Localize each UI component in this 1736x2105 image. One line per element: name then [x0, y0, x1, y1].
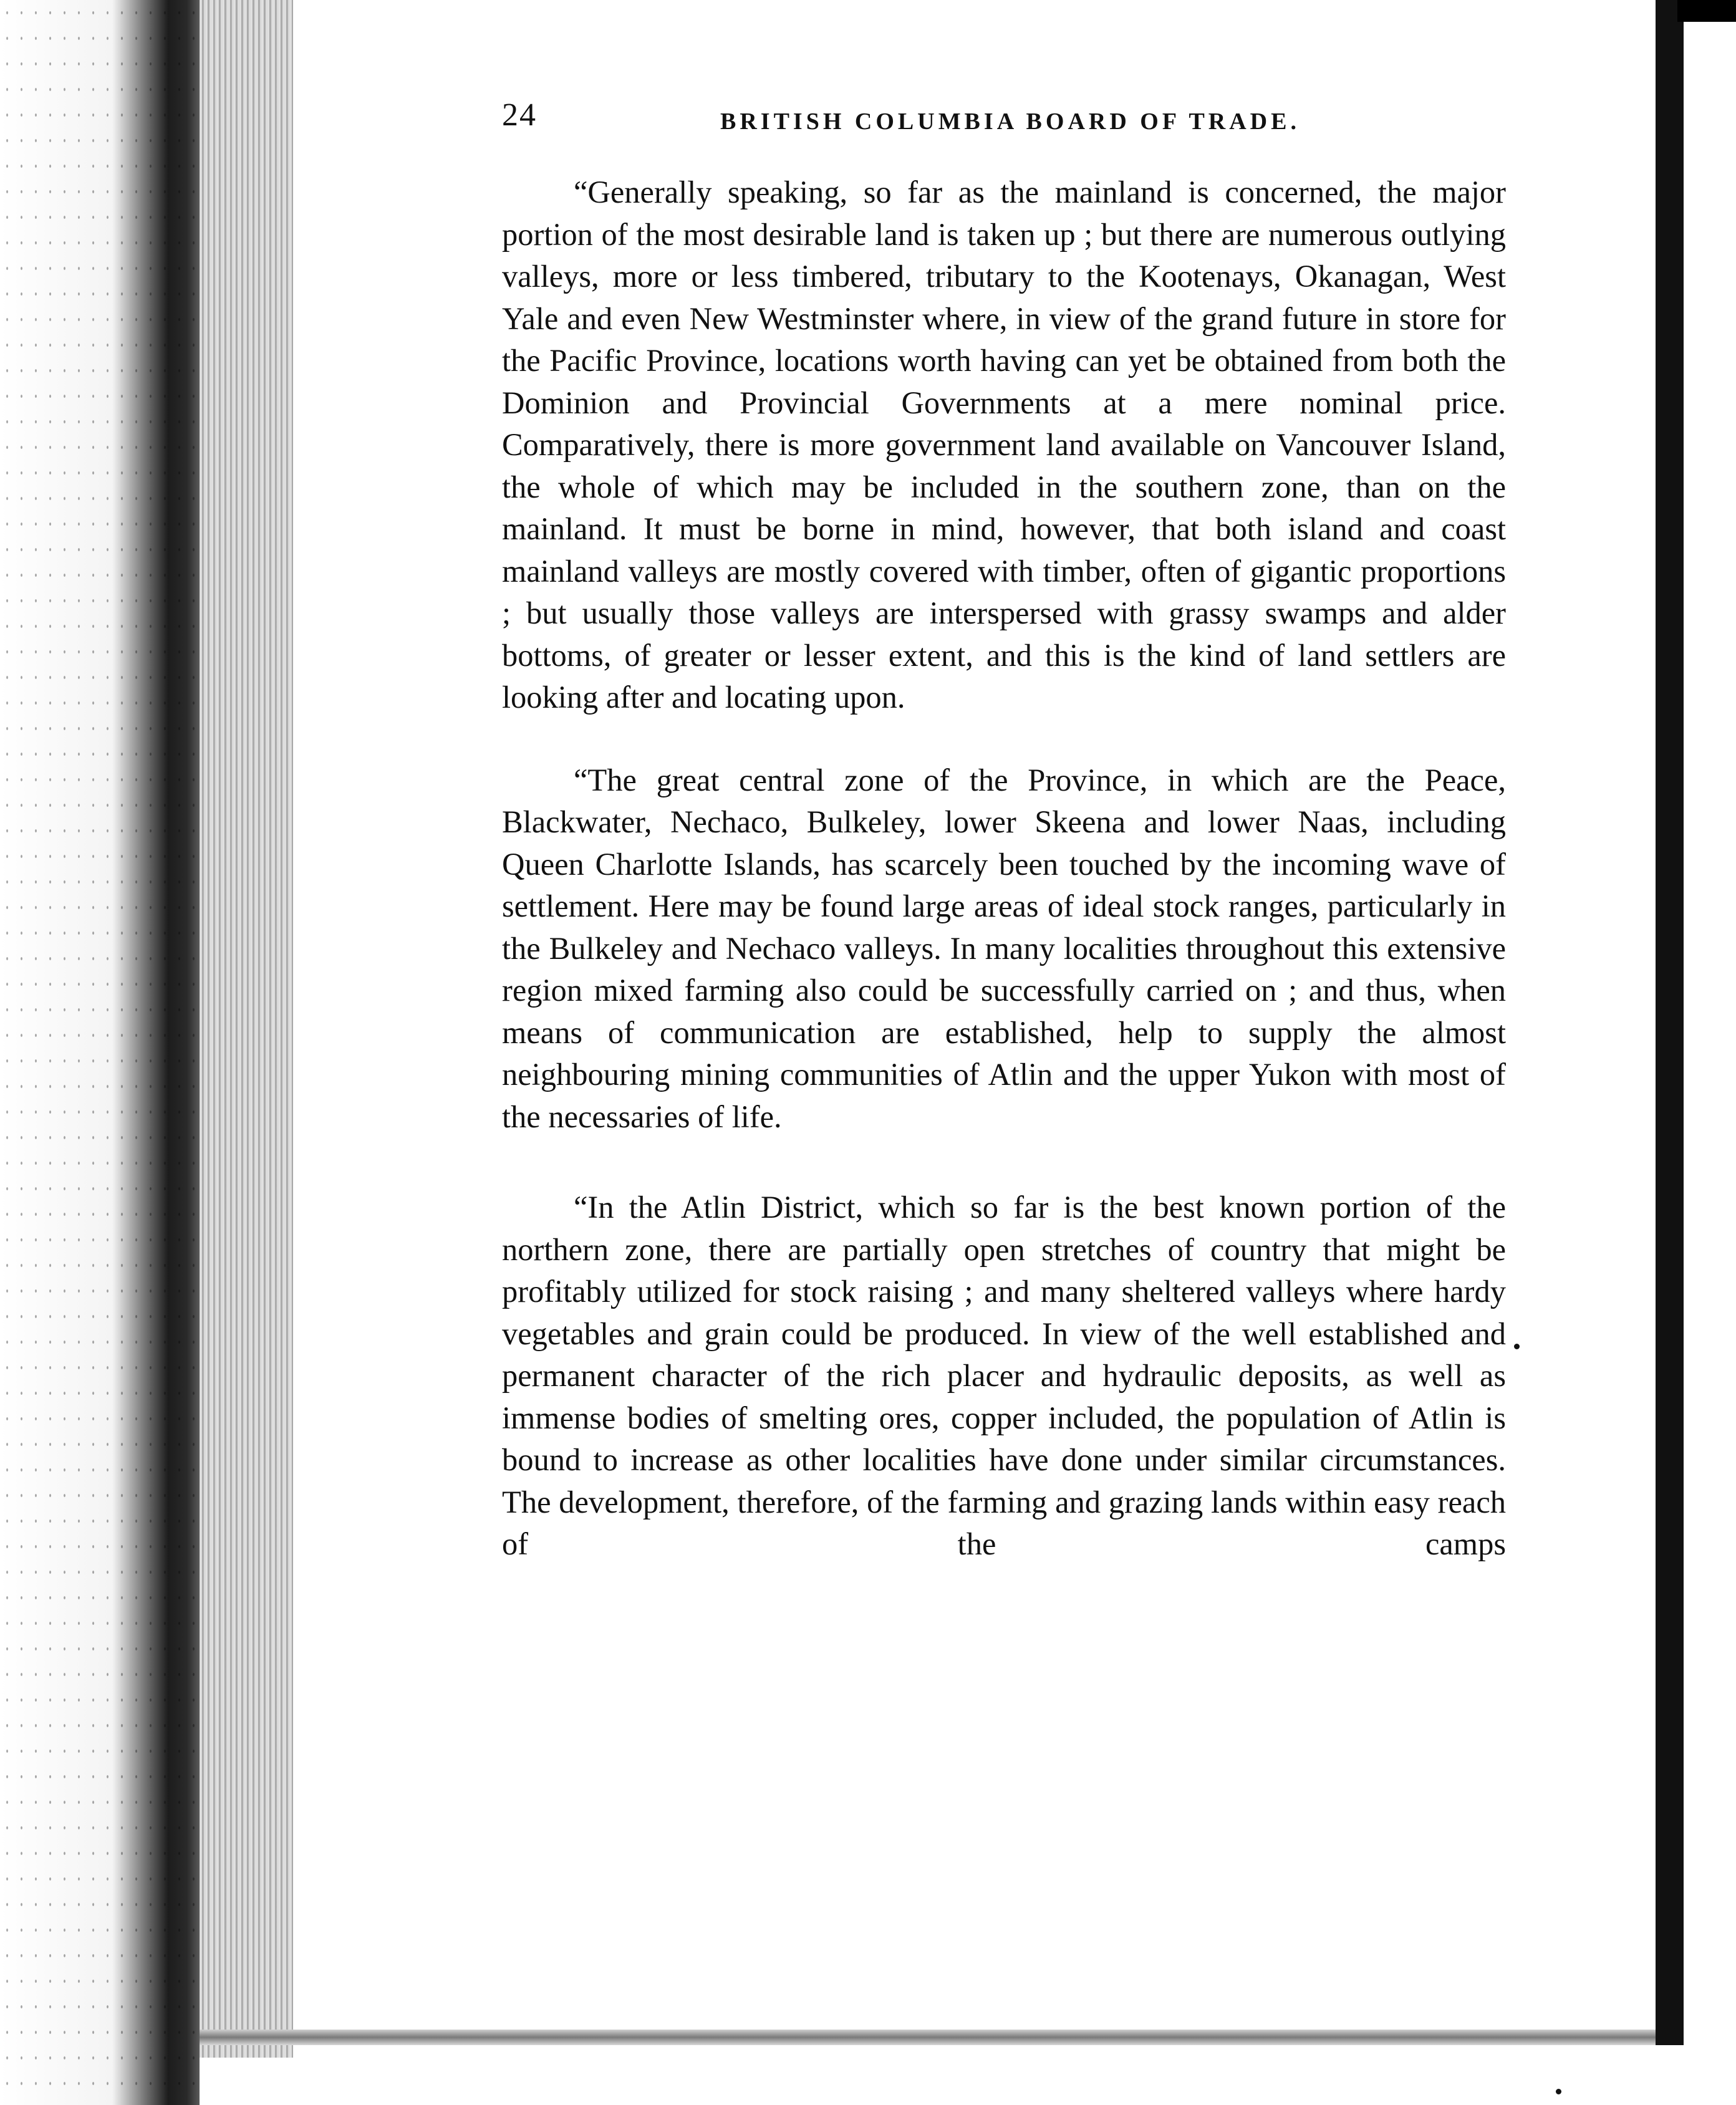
page-header — [502, 97, 1303, 147]
scan-speck — [1556, 2089, 1561, 2094]
body-text — [502, 171, 1506, 1566]
scan-speck — [1514, 1344, 1520, 1349]
page-number: 24 — [502, 97, 537, 133]
running-title: BRITISH COLUMBIA BOARD OF TRADE. — [720, 108, 1300, 135]
paragraph: “Generally speaking, so far as the mainland is concerned, the major portion of the most desirable land is taken up ; but there are numerous outlying valleys, more or less timbered, tributary to the Kootenays, Okanagan, West Yale and even New Westminster where, in view of the grand future in store for the Pacific Province, locations worth having can yet be obtained from both the Dominion and Provincial Governments at a mere nominal price. Comparatively, there is more government land available on Vancouver Island, the whole of which may be included in the southern zone, than on the mainland. It must be borne in mind, however, that both island and coast mainland valleys are mostly covered with timber, often of gigantic proportions ; but usually those valleys are interspersed with grassy swamps and alder bottoms, of greater or lesser extent, and this is the kind of land settlers are looking after and locating upon. — [502, 175, 1506, 715]
page-edges-bottom — [200, 2030, 1696, 2045]
paragraph: “The great central zone of the Province, in which are the Peace, Blackwater, Nechaco, Bulkeley, lower Skeena and lower Naas, including Queen Charlotte Islands, has scarcely been touched by the incoming wave of settlement. Here may be found large areas of ideal stock ranges, particularly in the Bulkeley and Nechaco valleys. In many localities throughout this extensive region mixed farming also could be successfully carried on ; and thus, when means of communication are established, help to supply the almost neighbouring mining communities of Atlin and the upper Yukon with most of the necessaries of life. — [502, 762, 1506, 1134]
paragraph: “In the Atlin District, which so far is the best known portion of the northern zone, there are partially open stretches of country that might be profitably utilized for stock raising ; and many sheltered valleys where hardy vegetables and grain could be produced. In view of the well established and permanent character of the rich placer and hydraulic deposits, as well as immense bodies of smelting ores, copper included, the population of Atlin is bound to increase as other localities have done under similar circumstances. The development, therefore, of the farming and grazing lands within easy reach of the camps — [502, 1190, 1506, 1561]
page-right-border — [1656, 0, 1684, 2045]
scan-corner-mark — [1677, 0, 1736, 22]
scan-margin-right — [1684, 0, 1736, 2105]
page-edges — [200, 0, 293, 2058]
binding-texture — [0, 0, 206, 2105]
